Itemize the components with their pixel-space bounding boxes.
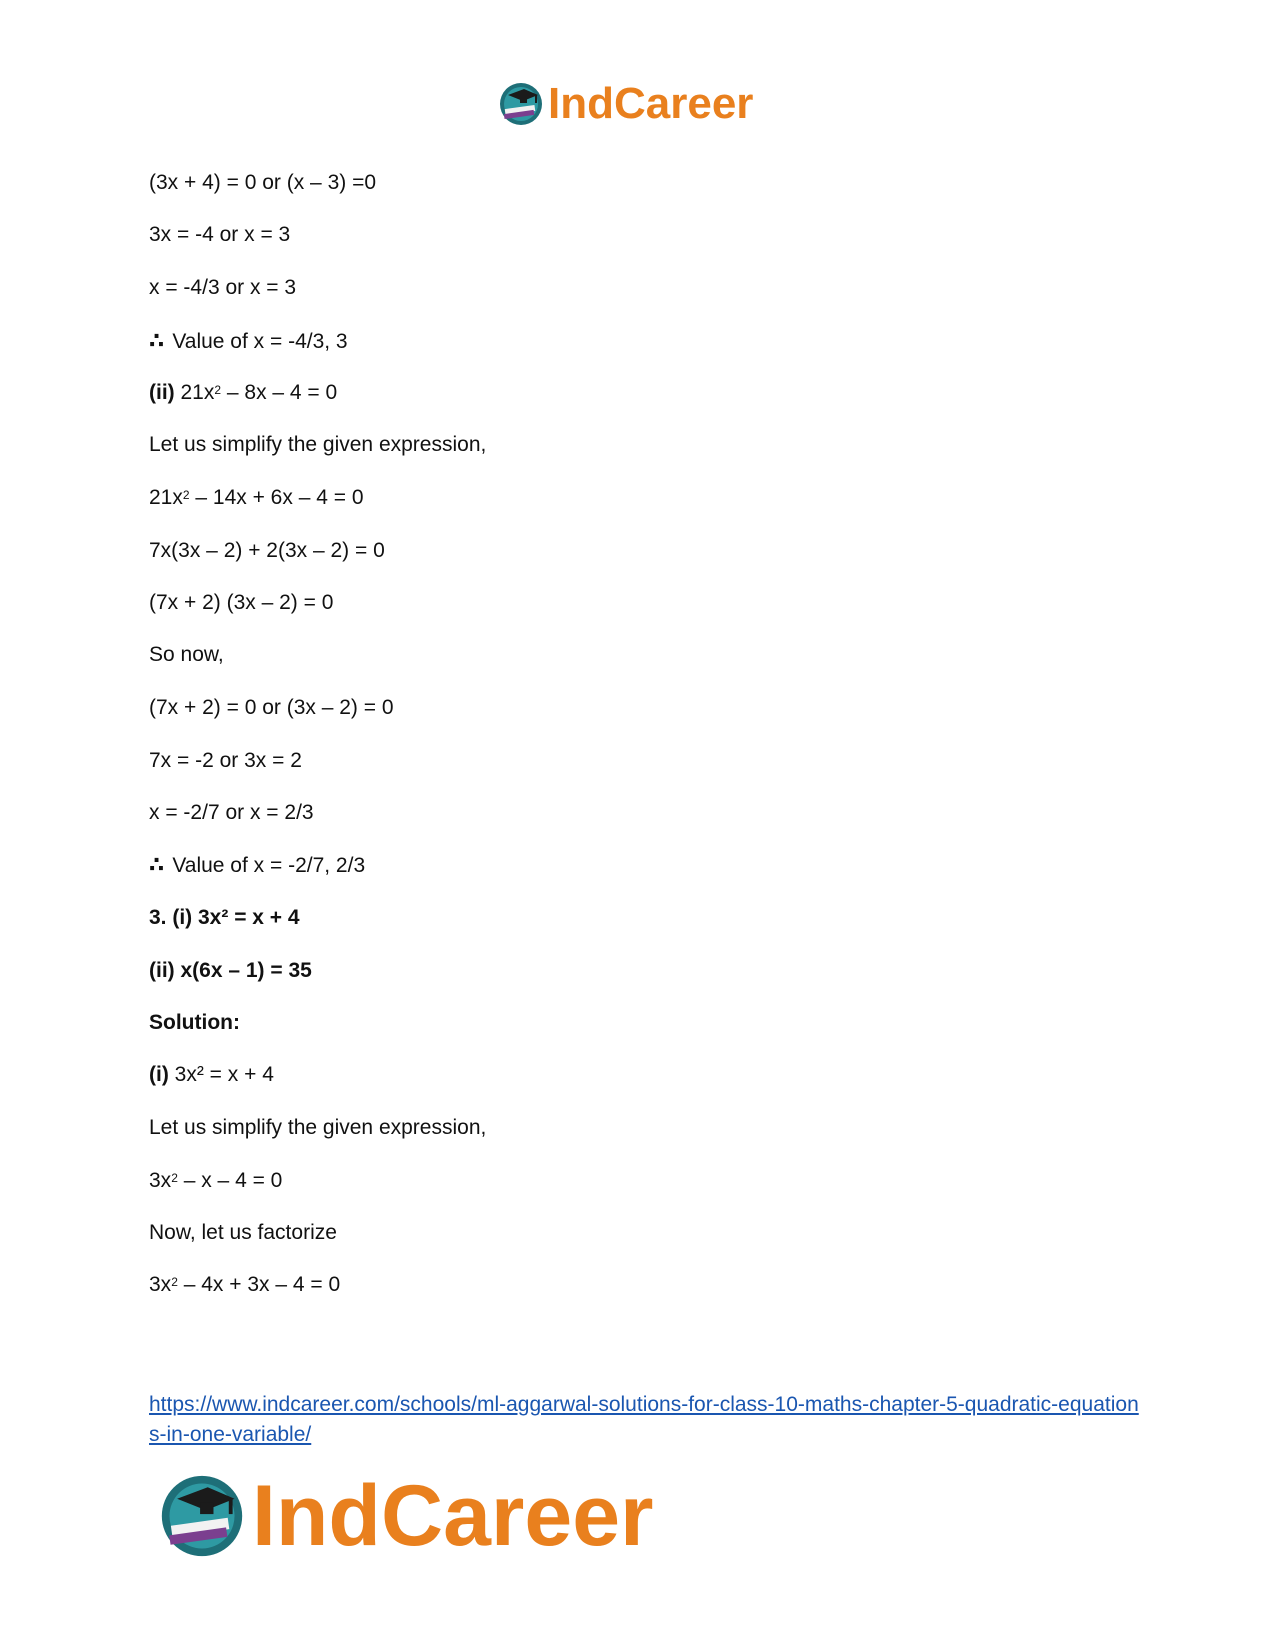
text-line: 3x = -4 or x = 3 xyxy=(149,223,291,246)
text-line xyxy=(149,485,364,511)
brand-wordmark: IndCareer xyxy=(548,79,754,128)
graduation-cap-book-logo-icon xyxy=(498,81,544,127)
text-line: (7x + 2) (3x – 2) = 0 xyxy=(149,591,334,614)
equation-rest: – 4x + 3x – 4 = 0 xyxy=(177,1273,341,1296)
part-label: (i) xyxy=(149,1063,169,1086)
text-line: (7x + 2) = 0 or (3x – 2) = 0 xyxy=(149,696,394,719)
equation-base: 21x xyxy=(149,486,183,509)
text-line xyxy=(149,380,337,406)
equation-rest: – 8x – 4 = 0 xyxy=(221,381,338,404)
text-line xyxy=(149,1272,340,1298)
footer-logo xyxy=(158,1462,698,1570)
equation-base: 21x xyxy=(180,381,215,404)
exponent: 2 xyxy=(182,488,190,502)
equation-base: 3x xyxy=(149,1273,172,1296)
equation-base: 3x xyxy=(149,1169,172,1192)
exponent: 2 xyxy=(171,1275,178,1289)
therefore-symbol: ∴ xyxy=(149,852,165,877)
header-logo xyxy=(498,76,780,132)
question-heading: (ii) x(6x – 1) = 35 xyxy=(149,959,312,982)
text-line: Now, let us factorize xyxy=(149,1221,337,1244)
text-line: x = -4/3 or x = 3 xyxy=(149,276,297,299)
therefore-symbol: ∴ xyxy=(149,328,165,353)
text-line: (3x + 4) = 0 or (x – 3) =0 xyxy=(149,171,377,194)
text-line xyxy=(149,1168,282,1194)
exponent: 2 xyxy=(171,1171,178,1185)
text-line-value: Value of x = -4/3, 3 xyxy=(172,330,348,353)
source-url-link[interactable]: https://www.indcareer.com/schools/ml-aggarwal-solutions-for-class-10-maths-chapter-5-quadratic-equations-in-one-variable/ xyxy=(149,1393,1139,1446)
question-heading: 3. (i) 3x² = x + 4 xyxy=(149,906,300,929)
text-line xyxy=(149,328,348,355)
equation-rest: – x – 4 = 0 xyxy=(177,1169,283,1192)
text-line: So now, xyxy=(149,643,224,666)
equation: 3x² = x + 4 xyxy=(174,1063,274,1086)
text-line: x = -2/7 or x = 2/3 xyxy=(149,801,314,824)
exponent: 2 xyxy=(214,383,222,397)
text-line: 7x(3x – 2) + 2(3x – 2) = 0 xyxy=(149,539,385,562)
equation-rest: – 14x + 6x – 4 = 0 xyxy=(189,486,364,509)
text-line-value: Value of x = -2/7, 2/3 xyxy=(172,854,366,877)
text-line: 7x = -2 or 3x = 2 xyxy=(149,749,302,772)
text-line xyxy=(149,852,365,879)
part-label: (ii) xyxy=(149,381,175,404)
text-line: Let us simplify the given expression, xyxy=(149,433,487,456)
graduation-cap-book-logo-icon xyxy=(158,1472,246,1560)
text-line: Let us simplify the given expression, xyxy=(149,1116,487,1139)
brand-wordmark: IndCareer xyxy=(252,1468,654,1564)
text-line xyxy=(149,1062,274,1088)
solution-heading: Solution: xyxy=(149,1011,240,1034)
